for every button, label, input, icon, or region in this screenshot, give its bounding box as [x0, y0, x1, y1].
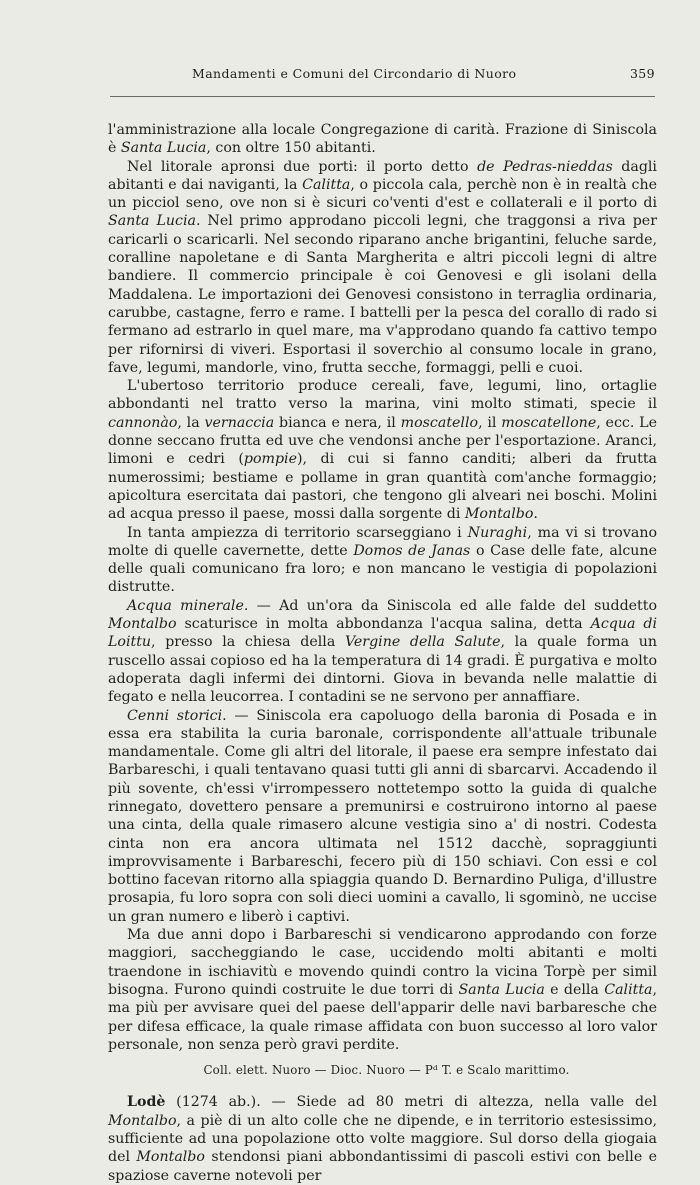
- running-title: Mandamenti e Comuni del Circondario di Nuoro: [192, 66, 517, 81]
- paragraph-territory: L'ubertoso territorio produce cereali, fave, legumi, lino, ortaglie abbondanti nel tratto verso la marina, vini molto stimati, specie il cannonào, la vernaccia bianca e nera, il moscatello, il moscatellone, ecc. Le donne seccano frutta ed uve che vendonsi anche per l'esportazione. Aranci, limoni e cedri (pompie), di cui si fanno canditi; alberi da frutta numerossimi; bestiame e pollame in gran quantità com'anche formaggio; apicoltura esercitata dai pastori, che tengono gli alveari nei boschi. Molini ad acqua presso il paese, mossi dalla sorgente di Montalbo.: [108, 378, 657, 523]
- paragraph-lode: Lodè (1274 ab.). — Siede ad 80 metri di altezza, nella valle del Montalbo, a piè di un alto colle che ne dipende, e in territorio estesissimo, sufficiente ad una popolazione otto volte maggiore. Sul dorso della giogaia del Montalbo stendonsi piani abbondantissimi di pascoli estivi con belle e spaziose caverne notevoli per: [108, 1094, 657, 1184]
- header-rule: [110, 96, 655, 97]
- entry-heading: Lodè: [127, 1094, 166, 1111]
- paragraph-mineral-water: Acqua minerale. — Ad un'ora da Siniscola ed alle falde del suddetto Montalbo scaturisce in molta abbondanza l'acqua salina, detta Acqua di Loittu, presso la chiesa della Vergine della Salute, la quale forma un ruscello assai copioso ed ha la temperatura di 14 gradi. È purgativa e molto adoperata dagli infermi dei dintorni. Giova in bevanda nelle malattie di fegato e nella leucorrea. I contadini se ne servono per annaffiare.: [108, 597, 658, 706]
- place-name: Santa Lucia: [108, 213, 196, 230]
- section-heading: Cenni storici: [127, 707, 223, 724]
- page-body: [108, 121, 657, 1185]
- paragraph-continuation: l'amministrazione alla locale Congregazione di carità. Frazione di Siniscola è Santa Lucia, con oltre 150 abitanti.: [108, 122, 657, 157]
- paragraph-nuraghi: In tanta ampiezza di territorio scarseggiano i Nuraghi, ma vi si trovano molte di quelle cavernette, dette Domos de Janas o Case delle fate, alcune delle quali comunicano fra loro; e non mancano le vestigia di popolazioni distrutte.: [108, 524, 658, 596]
- section-heading: Acqua minerale: [127, 597, 244, 614]
- place-name: de Pedras-nieddas: [477, 158, 613, 175]
- place-name: Calitta: [302, 176, 351, 193]
- paragraph-history: Cenni storici. — Siniscola era capoluogo della baronia di Posada e in essa era stabilita la curia baronale, corrispondente all'attuale tribunale mandamentale. Come gli altri del litorale, il paese era sempre infestato dai Barbareschi, i quali tentavano quasi tutti gli anni di sbarcarvi. Accadendo il più sovente, ch'essi v'irrompessero nottetempo sotto la guida di qualche rinnegato, dovettero pensare a premunirsi e costruirono intorno al paese una cinta, della quale rimasero alcune vestigia sino a' di nostri. Codesta cinta non era ancora ultimata nel 1512 dacchè, sopraggiunti improvvisamente i Barbareschi, fecero più di 150 schiavi. Con essi e col bottino facevan ritorno alla spiaggia quando D. Bernardino Puliga, d'illustre prosapia, fu loro sopra con soli dieci uomini a cavallo, li sgominò, ne uccise un gran numero e liberò i captivi.: [108, 707, 657, 925]
- paragraph-ports: Nel litorale apronsi due porti: il porto detto de Pedras-nieddas dagli abitanti e dai naviganti, la Calitta, o piccola cala, perchè non è in realtà che un picciol seno, ove non si è sicuri co'venti d'est e collaterali e il porto di Santa Lucia. Nel primo approdano piccoli legni, che traggonsi a riva per caricarli o scaricarli. Nel secondo riparano anche brigantini, feluche sarde, coralline napoletane e di Santa Margherita e altri piccoli legni di altre bandiere. Il commercio principale è coi Genovesi e gli isolani della Maddalena. Le importazioni dei Genovesi consistono in terraglia ordinaria, carubbe, castagne, ferro e rame. I battelli per la pesca del corallo di rado si fermano ad estrarlo in quel mare, ma v'approdano quando fa cattivo tempo per rifornirsi di viveri. Esportasi il soverchio al consumo locale in grano, fave, legumi, mandorle, vino, frutta secche, formaggi, pelli e cuoi.: [108, 158, 657, 376]
- electoral-note: Coll. elett. Nuoro — Dioc. Nuoro — Pᵈ T. e Scalo marittimo.: [203, 1063, 570, 1078]
- page-number: 359: [629, 66, 655, 81]
- paragraph-history-cont: Ma due anni dopo i Barbareschi si vendicarono approdando con forze maggiori, saccheggiando le case, uccidendo molti abitanti e molti traendone in ischiavitù e movendo quindi contro la vicina Torpè per simil bisogna. Furono quindi costruite le due torri di Santa Lucia e della Calitta, ma più per avvisare quei del paese dell'apparir delle navi barbaresche che per difesa efficace, la quale rimase affidata con buon successo al loro valor personale, non senza però gravi perdite.: [108, 927, 657, 1053]
- place-name: Santa Lucia: [120, 140, 207, 157]
